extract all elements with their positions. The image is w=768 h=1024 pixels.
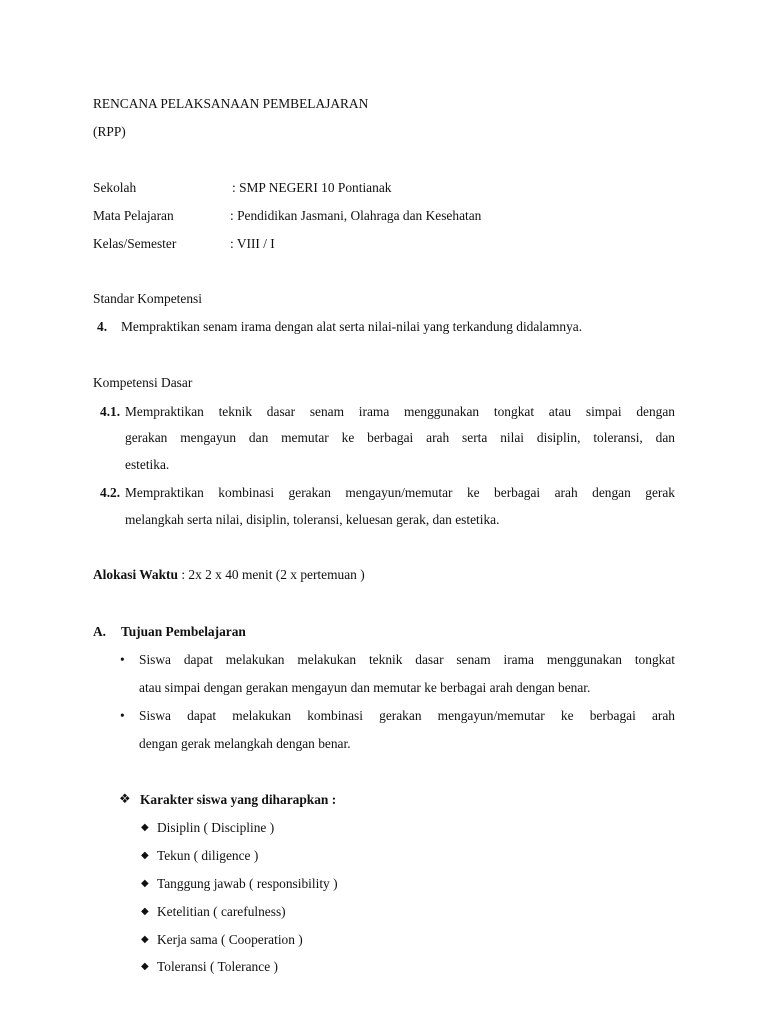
alokasi-line [93,567,365,582]
karakter-item: Tanggung jawab ( responsibility ) [157,876,338,891]
karakter-item: Toleransi ( Tolerance ) [157,959,278,974]
kompetensi-number-2: 4.2. [100,485,121,500]
tujuan-heading: Tujuan Pembelajaran [121,624,246,639]
diamond-bullet-icon: ◆ [141,878,149,889]
kompetensi-item-1-line-2: gerakan mengayun dan memutar ke berbagai arah serta nilai disiplin, toleransi, dan [125,430,675,445]
tujuan-item-1-line-2: atau simpai dengan gerakan mengayun dan memutar ke berbagai arah dengan benar. [139,680,591,695]
subject-label: Mata Pelajaran [93,208,174,223]
class-label: Kelas/Semester [93,236,177,251]
diamond-bullet-icon: ◆ [141,961,149,972]
alokasi-label: Alokasi Waktu [93,567,178,582]
standar-heading: Standar Kompetensi [93,291,202,306]
tujuan-letter: A. [93,624,107,639]
kompetensi-heading: Kompetensi Dasar [93,375,193,390]
bullet-dot-icon: • [120,652,125,667]
document-title: RENCANA PELAKSANAAN PEMBELAJARAN [93,96,369,111]
bullet-dot-icon: • [120,708,125,723]
standar-text: Mempraktikan senam irama dengan alat serta nilai-nilai yang terkandung didalamnya. [121,319,583,334]
diamond-bullet-icon: ◆ [141,934,149,945]
kompetensi-item-2-line-1: Mempraktikan kombinasi gerakan mengayun/memutar ke berbagai arah dengan gerak [125,485,675,500]
diamond-bullet-icon: ◆ [141,850,149,861]
kompetensi-item-1-line-3: estetika. [125,457,170,472]
tujuan-item-1-line-1: Siswa dapat melakukan melakukan teknik dasar senam irama menggunakan tongkat [139,652,675,667]
kompetensi-item-1-line-1: Mempraktikan teknik dasar senam irama menggunakan tongkat atau simpai dengan [125,404,675,419]
standar-number: 4. [97,319,108,334]
diamond-bullet-icon: ◆ [141,822,149,833]
kompetensi-number-1: 4.1. [100,404,121,419]
tujuan-item-2-line-2: dengan gerak melangkah dengan benar. [139,736,351,751]
subject-value: : Pendidikan Jasmani, Olahraga dan Kesehatan [230,208,482,223]
kompetensi-item-2-line-2: melangkah serta nilai, disiplin, toleransi, keluesan gerak, dan estetika. [125,512,500,527]
diamond-bullet-icon: ◆ [141,906,149,917]
karakter-item: Disiplin ( Discipline ) [157,820,275,835]
alokasi-value: : 2x 2 x 40 menit (2 x pertemuan ) [177,567,365,582]
four-diamond-bullet-icon: ❖ [119,791,131,806]
karakter-heading: Karakter siswa yang diharapkan : [140,792,337,807]
class-value: : VIII / I [230,236,275,251]
karakter-item: Tekun ( diligence ) [157,848,259,863]
karakter-item: Ketelitian ( carefulness) [157,904,286,919]
school-label: Sekolah [93,180,137,195]
document-subtitle: (RPP) [93,124,126,139]
tujuan-item-2-line-1: Siswa dapat melakukan kombinasi gerakan mengayun/memutar ke berbagai arah [139,708,675,723]
karakter-item: Kerja sama ( Cooperation ) [157,932,303,947]
school-value: : SMP NEGERI 10 Pontianak [232,180,392,195]
